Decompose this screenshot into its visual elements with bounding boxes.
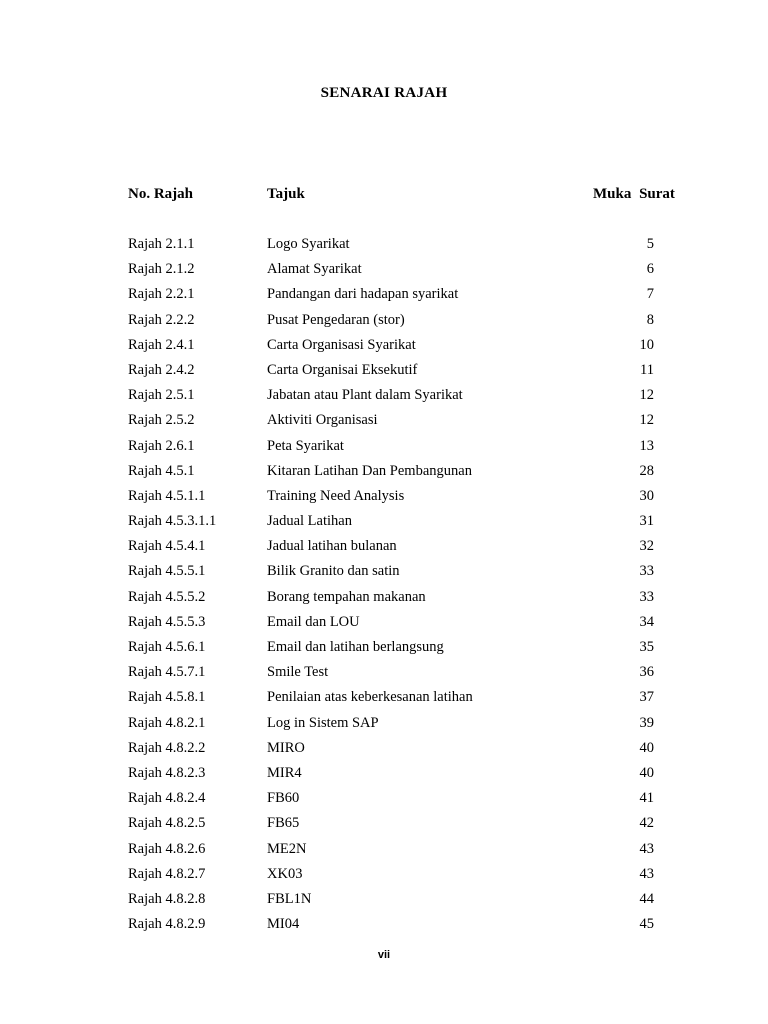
figure-title: Pandangan dari hadapan syarikat bbox=[267, 286, 459, 303]
figure-title: Borang tempahan makanan bbox=[267, 588, 426, 605]
figure-title: FB65 bbox=[267, 815, 300, 832]
figure-page: 35 bbox=[639, 639, 654, 655]
figure-title: Bilik Granito dan satin bbox=[267, 563, 400, 580]
list-item bbox=[0, 765, 768, 790]
figure-page: 10 bbox=[639, 336, 654, 353]
figure-number: Rajah 2.6.1 bbox=[128, 437, 195, 454]
list-item bbox=[0, 916, 768, 941]
list-item bbox=[0, 790, 768, 815]
figure-page: 13 bbox=[639, 437, 654, 454]
figure-page: 6 bbox=[646, 261, 654, 278]
figure-number: Rajah 2.1.2 bbox=[128, 261, 195, 278]
figure-title: MIRO bbox=[267, 739, 305, 756]
figure-number: Rajah 4.5.5.3 bbox=[128, 613, 206, 630]
figure-page: 43 bbox=[639, 840, 654, 857]
figure-page: 7 bbox=[646, 286, 654, 303]
figure-page: 34 bbox=[639, 613, 654, 630]
figure-number: Rajah 4.8.2.4 bbox=[128, 790, 206, 807]
list-item bbox=[0, 312, 768, 337]
figure-number: Rajah 4.8.2.3 bbox=[128, 764, 206, 781]
figure-title: Email dan latihan berlangsung bbox=[267, 639, 444, 655]
figure-number: Rajah 2.2.1 bbox=[128, 286, 195, 303]
figure-title: Training Need Analysis bbox=[267, 487, 405, 504]
list-item bbox=[0, 891, 768, 916]
list-item bbox=[0, 362, 768, 387]
figure-title: Aktiviti Organisasi bbox=[267, 412, 378, 429]
figure-number: Rajah 4.8.2.8 bbox=[128, 890, 206, 907]
list-item bbox=[0, 513, 768, 538]
figure-page: 44 bbox=[639, 890, 654, 907]
figure-number: Rajah 4.8.2.9 bbox=[128, 916, 206, 933]
list-item bbox=[0, 563, 768, 588]
figure-title: Alamat Syarikat bbox=[267, 261, 362, 278]
figure-title: FBL1N bbox=[267, 890, 312, 907]
figure-title: FB60 bbox=[267, 790, 300, 807]
figure-number: Rajah 4.8.2.1 bbox=[128, 714, 206, 731]
list-item bbox=[0, 841, 768, 866]
figure-page: 37 bbox=[639, 689, 654, 706]
figure-title: Email dan LOU bbox=[267, 613, 360, 630]
list-item bbox=[0, 664, 768, 689]
figure-page: 36 bbox=[639, 664, 654, 681]
figure-number: Rajah 4.5.1.1 bbox=[128, 487, 206, 504]
figure-title: Jabatan atau Plant dalam Syarikat bbox=[267, 387, 463, 404]
figure-number: Rajah 2.5.2 bbox=[128, 412, 195, 429]
figure-title: MIR4 bbox=[267, 764, 302, 781]
header-title: Tajuk bbox=[267, 186, 305, 202]
list-item bbox=[0, 488, 768, 513]
figure-title: ME2N bbox=[267, 840, 307, 857]
figure-page: 33 bbox=[639, 563, 654, 580]
page-title: SENARAI RAJAH bbox=[320, 85, 448, 101]
figure-number: Rajah 4.5.8.1 bbox=[128, 689, 206, 706]
figure-number: Rajah 4.5.5.1 bbox=[128, 563, 206, 580]
figure-number: Rajah 4.8.2.5 bbox=[128, 815, 206, 832]
figure-page: 41 bbox=[639, 790, 654, 807]
figure-page: 32 bbox=[639, 538, 654, 555]
list-item bbox=[0, 815, 768, 840]
list-item bbox=[0, 387, 768, 412]
figure-page: 12 bbox=[639, 412, 654, 429]
figure-page: 40 bbox=[639, 739, 654, 756]
figure-title: Jadual latihan bulanan bbox=[267, 538, 397, 555]
figure-number: Rajah 4.5.6.1 bbox=[128, 639, 206, 655]
figure-page: 40 bbox=[639, 764, 654, 781]
figure-number: Rajah 4.8.2.6 bbox=[128, 840, 206, 857]
list-item bbox=[0, 866, 768, 891]
figure-number: Rajah 4.5.3.1.1 bbox=[128, 513, 217, 530]
figure-page: 43 bbox=[639, 865, 654, 882]
list-item bbox=[0, 236, 768, 261]
list-item bbox=[0, 337, 768, 362]
list-item bbox=[0, 639, 768, 664]
figure-list bbox=[0, 236, 768, 941]
figure-title: Peta Syarikat bbox=[267, 437, 344, 454]
figure-title: Pusat Pengedaran (stor) bbox=[267, 311, 405, 328]
list-item bbox=[0, 438, 768, 463]
figure-number: Rajah 2.2.2 bbox=[128, 311, 195, 328]
figure-number: Rajah 2.5.1 bbox=[128, 387, 195, 404]
header-page: Muka Surat bbox=[593, 186, 675, 202]
figure-number: Rajah 4.5.5.2 bbox=[128, 588, 206, 605]
figure-number: Rajah 4.5.4.1 bbox=[128, 538, 206, 555]
figure-number: Rajah 4.5.7.1 bbox=[128, 664, 206, 681]
table-header bbox=[0, 186, 768, 206]
figure-title: Penilaian atas keberkesanan latihan bbox=[267, 689, 473, 706]
figure-title: Log in Sistem SAP bbox=[267, 714, 379, 731]
figure-page: 30 bbox=[639, 487, 654, 504]
list-item bbox=[0, 261, 768, 286]
figure-number: Rajah 4.8.2.7 bbox=[128, 865, 206, 882]
list-item bbox=[0, 463, 768, 488]
list-item bbox=[0, 740, 768, 765]
figure-title: Smile Test bbox=[267, 664, 329, 681]
list-item bbox=[0, 538, 768, 563]
figure-page: 39 bbox=[639, 714, 654, 731]
list-item bbox=[0, 715, 768, 740]
figure-page: 33 bbox=[639, 588, 654, 605]
figure-page: 5 bbox=[646, 236, 654, 252]
figure-title: Carta Organisai Eksekutif bbox=[267, 361, 418, 378]
figure-title: XK03 bbox=[267, 865, 303, 882]
list-item bbox=[0, 412, 768, 437]
page-number: vii bbox=[377, 949, 391, 961]
figure-title: Jadual Latihan bbox=[267, 513, 352, 530]
figure-page: 11 bbox=[640, 361, 654, 378]
figure-page: 12 bbox=[639, 387, 654, 404]
figure-title: Carta Organisasi Syarikat bbox=[267, 336, 416, 353]
figure-page: 28 bbox=[639, 462, 654, 479]
figure-page: 8 bbox=[646, 311, 654, 328]
figure-title: Logo Syarikat bbox=[267, 236, 350, 252]
figure-title: MI04 bbox=[267, 916, 300, 933]
list-item bbox=[0, 286, 768, 311]
figure-number: Rajah 4.8.2.2 bbox=[128, 739, 206, 756]
list-item bbox=[0, 589, 768, 614]
figure-page: 31 bbox=[639, 513, 654, 530]
figure-page: 45 bbox=[639, 916, 654, 933]
figure-number: Rajah 2.4.2 bbox=[128, 361, 195, 378]
figure-title: Kitaran Latihan Dan Pembangunan bbox=[267, 462, 472, 479]
figure-number: Rajah 4.5.1 bbox=[128, 462, 195, 479]
figure-page: 42 bbox=[639, 815, 654, 832]
figure-number: Rajah 2.1.1 bbox=[128, 236, 195, 252]
list-item bbox=[0, 614, 768, 639]
list-item bbox=[0, 689, 768, 714]
header-number: No. Rajah bbox=[128, 186, 194, 202]
figure-number: Rajah 2.4.1 bbox=[128, 336, 195, 353]
